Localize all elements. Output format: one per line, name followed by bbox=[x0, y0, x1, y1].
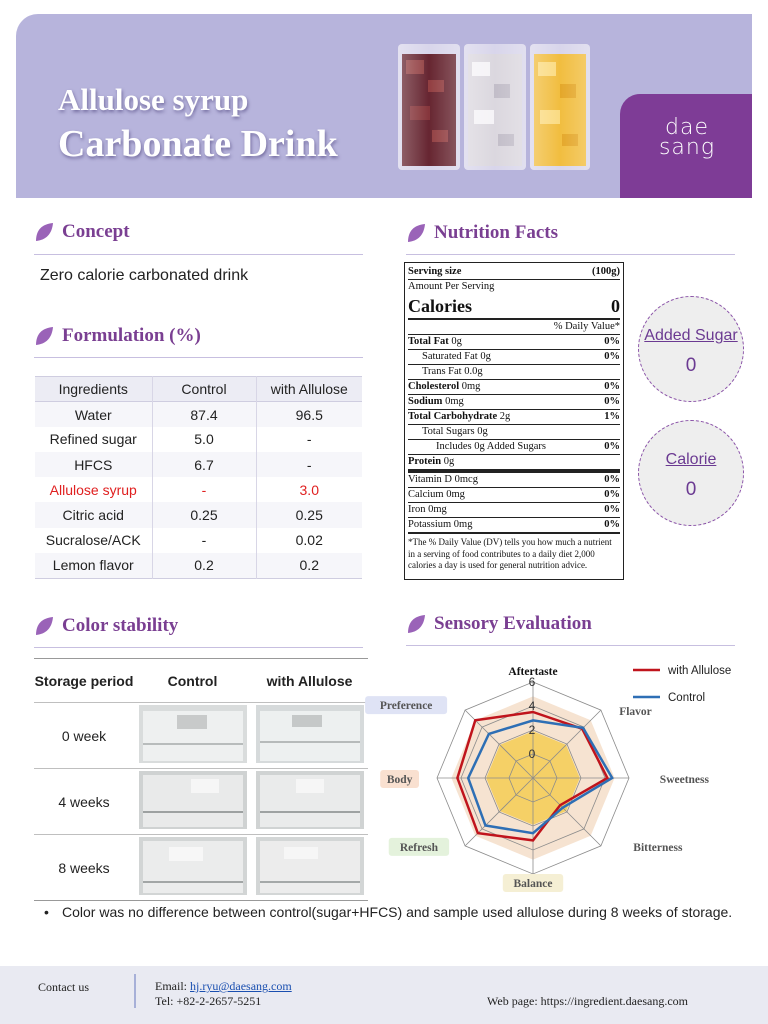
potassium-row: Potassium 0mg 0% bbox=[408, 519, 620, 530]
concept-heading: Concept bbox=[34, 217, 130, 247]
table-row-highlight: Allulose syrup - 3.0 bbox=[35, 477, 362, 502]
protein-row: Protein 0g bbox=[408, 454, 620, 469]
added-sugars-row: Includes 0g Added Sugars 0% bbox=[408, 439, 620, 454]
contact-phone: Tel: +82-2-2657-5251 bbox=[155, 994, 262, 1008]
legend-label: Control bbox=[668, 692, 706, 704]
concept-divider bbox=[34, 254, 363, 255]
radar-tick-label: 6 bbox=[528, 675, 536, 689]
table-row: 8 weeks bbox=[34, 835, 368, 901]
radar-axis-label: Body bbox=[386, 774, 413, 786]
leaf-icon bbox=[34, 616, 54, 636]
formulation-table bbox=[35, 376, 362, 579]
vitamin-d-row: Vitamin D 0mcg 0% bbox=[408, 469, 620, 487]
added-sugar-badge: Added Sugar 0 bbox=[638, 296, 744, 402]
formulation-heading: Formulation (%) bbox=[34, 321, 201, 351]
leaf-icon bbox=[34, 222, 54, 242]
daesang-logo: dae sang bbox=[658, 115, 716, 160]
radar-tick-label: 0 bbox=[528, 747, 536, 761]
radar-axis-label: Bitterness bbox=[633, 841, 683, 854]
total-fat-row: Total Fat 0g 0% bbox=[408, 336, 620, 347]
calorie-badge: Calorie 0 bbox=[638, 420, 744, 526]
table-row: HFCS 6.7 - bbox=[35, 452, 362, 477]
table-header-row bbox=[35, 377, 362, 402]
sample-photo-control bbox=[139, 837, 247, 895]
table-row: Water 87.4 96.5 bbox=[35, 402, 362, 427]
title-line2: Carbonate Drink bbox=[58, 123, 338, 165]
sodium-row: Sodium 0mg 0% bbox=[408, 396, 620, 407]
web-page: Web page: https://ingredient.daesang.com bbox=[487, 994, 688, 1008]
email-link[interactable]: hj.ryu@daesang.com bbox=[190, 979, 292, 993]
radar-axis-label: Sweetness bbox=[659, 774, 710, 786]
contact-email: Email: hj.ryu@daesang.com bbox=[155, 979, 292, 993]
calories-row: Calories 0 bbox=[408, 296, 620, 316]
legend-label: with Allulose bbox=[668, 665, 732, 677]
amount-per-serving: Amount Per Serving bbox=[408, 279, 620, 294]
sample-photo-allulose bbox=[256, 705, 364, 763]
saturated-fat-row: Saturated Fat 0g 0% bbox=[408, 349, 620, 364]
radar-axis-label: Flavor bbox=[619, 706, 652, 719]
sample-photo-allulose bbox=[256, 837, 364, 895]
radar-axis-label: Refresh bbox=[399, 841, 438, 854]
sample-photo-control bbox=[139, 771, 247, 829]
col-control: Control bbox=[134, 659, 251, 703]
table-row: Lemon flavor 0.2 0.2 bbox=[35, 553, 362, 578]
nutrition-divider bbox=[406, 254, 735, 255]
daily-value-header: % Daily Value* bbox=[408, 318, 620, 334]
radar-axis-label: Aftertaste bbox=[508, 666, 558, 678]
sample-photo-control bbox=[139, 705, 247, 763]
trans-fat-row: Trans Fat 0.0g bbox=[408, 364, 620, 379]
color-stability-divider bbox=[34, 647, 363, 648]
table-row: Refined sugar 5.0 - bbox=[35, 427, 362, 452]
color-stability-heading: Color stability bbox=[34, 611, 178, 641]
nutrition-facts-label bbox=[404, 262, 624, 580]
sensory-heading: Sensory Evaluation bbox=[406, 609, 592, 639]
carbohydrate-row: Total Carbohydrate 2g 1% bbox=[408, 411, 620, 422]
leaf-icon bbox=[406, 614, 426, 634]
col-control: Control bbox=[152, 377, 256, 402]
col-ingredients: Ingredients bbox=[35, 377, 152, 402]
sensory-divider bbox=[406, 645, 735, 646]
color-stability-note: • Color was no difference between control(sugar+HFCS) and sample used allulose during 8 weeks of storage. bbox=[44, 904, 733, 920]
calcium-row: Calcium 0mg 0% bbox=[408, 489, 620, 500]
leaf-icon bbox=[34, 326, 54, 346]
table-header-row bbox=[34, 659, 368, 703]
radar-axis-label: Preference bbox=[379, 700, 433, 713]
formulation-divider bbox=[34, 357, 363, 358]
footer-divider bbox=[134, 974, 136, 1008]
title-line1: Allulose syrup bbox=[58, 82, 249, 117]
table-row: 0 week bbox=[34, 703, 368, 769]
table-row: Citric acid 0.25 0.25 bbox=[35, 502, 362, 527]
drink-glasses-image bbox=[394, 40, 594, 175]
table-row: 4 weeks bbox=[34, 769, 368, 835]
nutrition-footnote: *The % Daily Value (DV) tells you how much a nutrient in a serving of food contributes to a daily diet 2,000 calories a day is used for general nutrition advice. bbox=[408, 532, 620, 572]
total-sugars-row: Total Sugars 0g bbox=[408, 424, 620, 439]
contact-label: Contact us bbox=[38, 980, 89, 994]
radar-axis-label: Balance bbox=[513, 878, 553, 890]
nutrition-heading: Nutrition Facts bbox=[406, 218, 558, 248]
leaf-icon bbox=[406, 223, 426, 243]
sensory-radar-chart bbox=[379, 655, 745, 900]
sample-photo-allulose bbox=[256, 771, 364, 829]
cholesterol-row: Cholesterol 0mg 0% bbox=[408, 381, 620, 392]
radar-tick-label: 2 bbox=[528, 723, 536, 737]
table-row: Sucralose/ACK - 0.02 bbox=[35, 528, 362, 553]
col-storage-period: Storage period bbox=[34, 659, 134, 703]
iron-row: Iron 0mg 0% bbox=[408, 504, 620, 515]
serving-size-row: Serving size (100g) bbox=[408, 266, 620, 277]
bullet-icon: • bbox=[44, 904, 49, 920]
radar-tick-label: 4 bbox=[528, 699, 536, 713]
color-stability-table bbox=[34, 658, 368, 901]
concept-text: Zero calorie carbonated drink bbox=[40, 267, 249, 284]
col-allulose: with Allulose bbox=[270, 381, 348, 398]
col-allulose: with Allulose bbox=[251, 659, 368, 703]
